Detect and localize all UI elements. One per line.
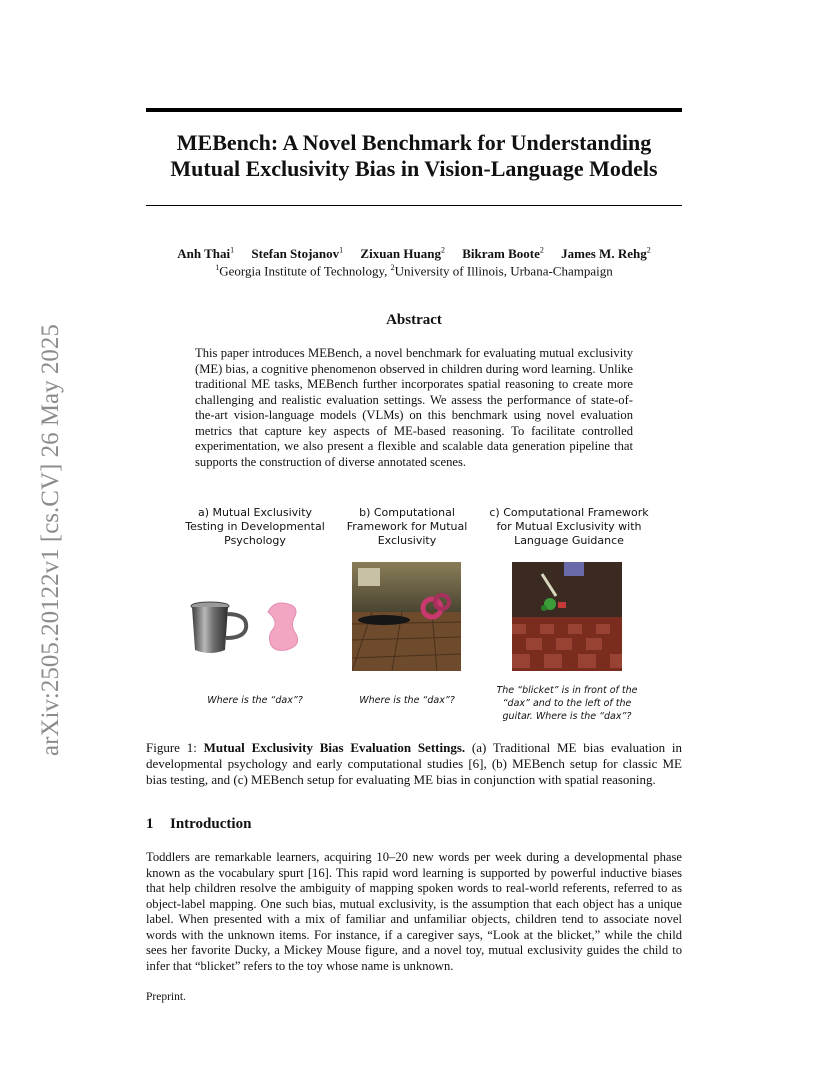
panel-b-scene-render [352,562,461,671]
panel-a-caption: a) Mutual Exclusivity Testing in Developmental Psychology [185,506,325,547]
author: Bikram Boote$^2$ [462,246,544,262]
paper-title: MEBench: A Novel Benchmark for Understanding Mutual Exclusivity Bias in Vision-Language Models [170,130,658,181]
panel-c-scene-render [512,562,622,671]
arxiv-stamp-text: arXiv:2505.20122v1 [cs.CV] 26 May 2025 [37,324,64,756]
author: Stefan Stojanov$^1$ [251,246,344,262]
section-heading: 1 Introduction [146,816,252,832]
abstract-heading: Abstract [386,312,442,328]
panel-c-quote: The “blicket” is in front of the “dax” and to the left of the guitar. Where is the “dax”? [496,685,638,722]
arxiv-identifier [14,272,66,762]
affiliations: $^1$Georgia Institute of Technology, $^2$University of Illinois, Urbana-Champaign [215,263,613,279]
panel-a-quote: Where is the “dax”? [207,695,303,706]
novel-object-image [268,603,298,650]
preprint-footer: Preprint. [146,991,186,1003]
abstract-text: This paper introduces MEBench, a novel benchmark for evaluating mutual exclusivity (ME) bias, a cognitive phenomenon observed in children during word learning. Unlike traditional ME tasks, MEBench further incorporates spatial reasoning to create more challenging and realistic evaluation settings. We assess the performance of state-of-the-art vision-language models (VLMs) on this benchmark using novel evaluation metrics that capture key aspects of ME-based reasoning. To facilitate controlled experimentation, we also present a flexible and scalable data generation pipeline that supports the construction of diverse annotated scenes. [195,346,633,469]
panel-a-objects-image [188,598,318,658]
author: James M. Rehg$^2$ [561,246,651,262]
figure-caption: Figure 1: Mutual Exclusivity Bias Evaluation Settings. (a) Traditional ME bias evaluation in developmental psychology and early computational studies [6], (b) MEBench setup for classic ME bias testing, and (c) MEBench setup for evaluating ME bias in conjunction with spatial reasoning. [146,740,682,787]
author: Zixuan Huang$^2$ [360,246,445,262]
panel-b-caption: b) Computational Framework for Mutual Exclusivity [346,506,468,547]
cup-image [191,602,246,653]
title-bottom-rule [146,205,682,206]
panel-b-quote: Where is the “dax”? [359,695,455,706]
panel-c-caption: c) Computational Framework for Mutual Exclusivity with Language Guidance [489,506,649,547]
introduction-text: Toddlers are remarkable learners, acquiring 10–20 new words per week during a developmental phase known as the vocabulary spurt [16]. This rapid word learning is supported by powerful inductive biases that help children resolve the ambiguity of mapping spoken words to real-world referents, referred to as object-label mapping. One such bias, mutual exclusivity, is the assumption that each object has a unique label. When presented with a mix of familiar and unfamiliar objects, children tend to associate novel words with the unknown items. For instance, if a caregiver says, “Look at the blicket,” while the child sees her favorite Ducky, a Mickey Mouse figure, and a novel toy, mutual exclusivity guides the child to infer that “blicket” refers to the toy whose name is unknown. [146,850,682,973]
title-top-rule [146,108,682,112]
author: Anh Thai$^1$ [177,246,235,262]
